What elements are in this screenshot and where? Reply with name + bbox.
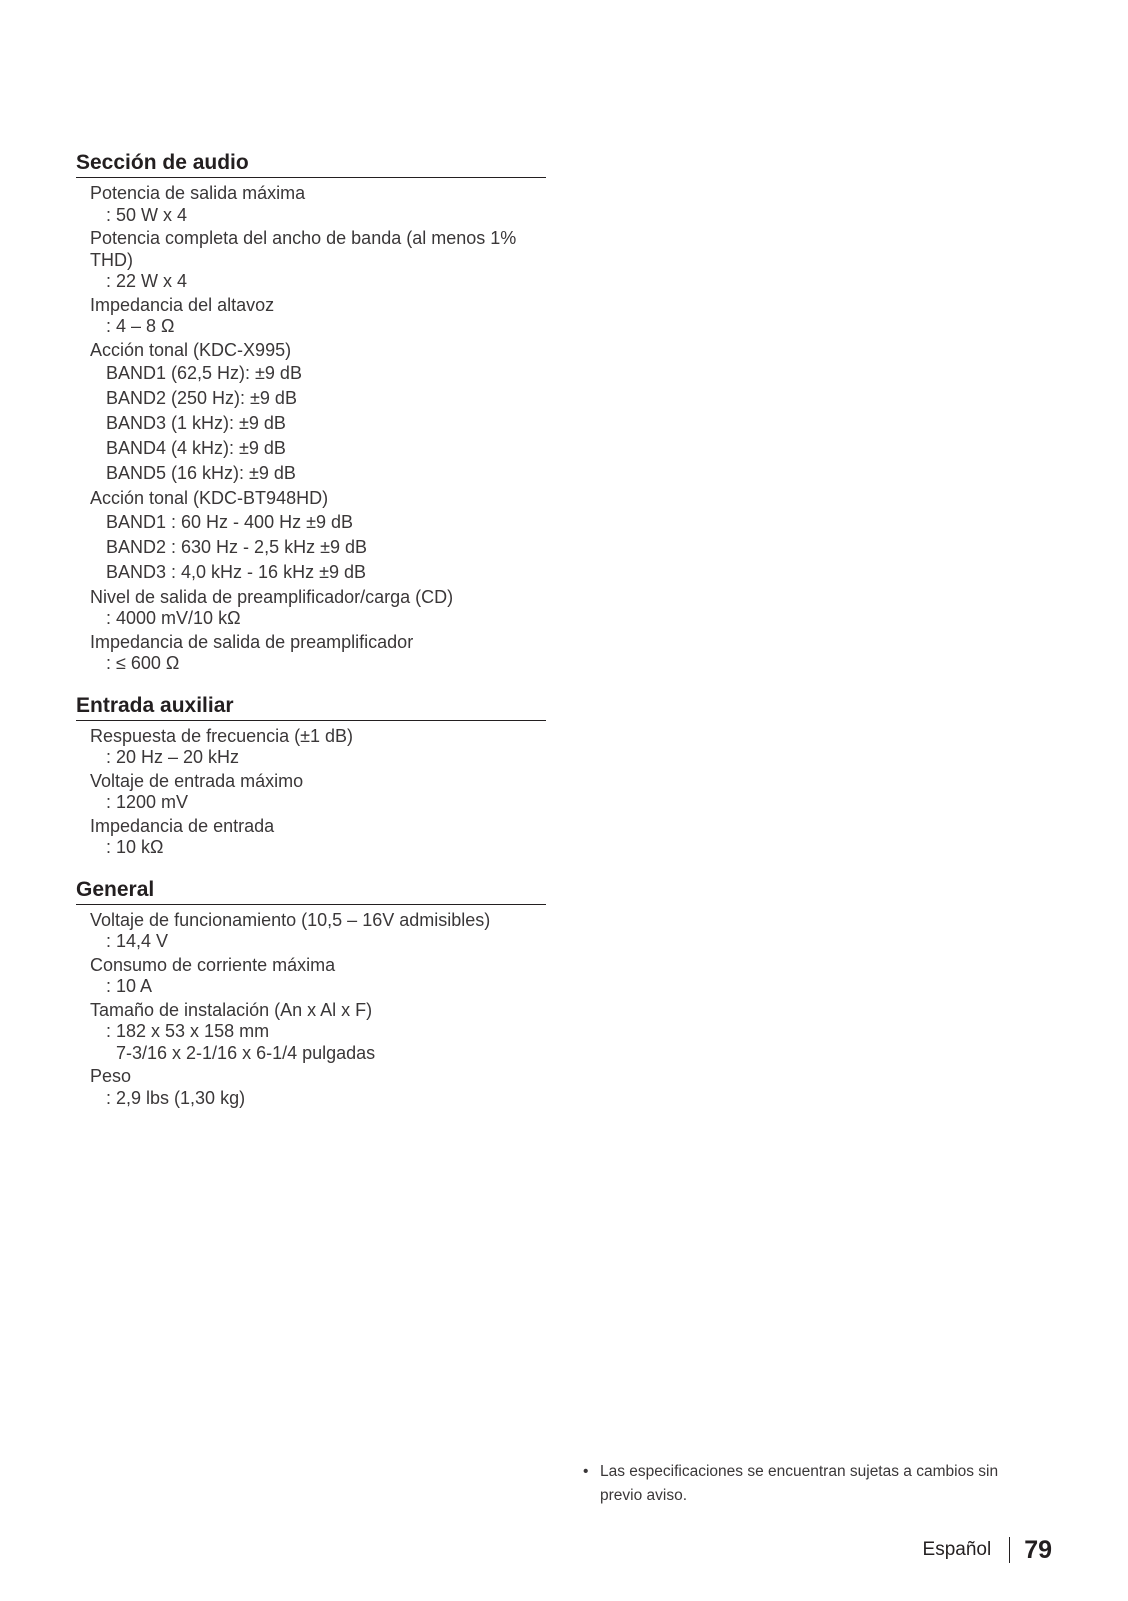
spec-item [90,295,546,338]
spec-label: Impedancia de entrada [90,815,275,836]
spec-label: Tamaño de instalación (An x Al x F) [90,999,373,1020]
page-number: 79 [1024,1535,1052,1564]
spec-label: Respuesta de frecuencia (±1 dB) [90,725,354,746]
spec-subvalue: 7-3/16 x 2-1/16 x 6-1/4 pulgadas [116,1042,376,1063]
band-value: BAND4 (4 kHz): ±9 dB [106,438,286,458]
spec-label: Potencia de salida máxima [90,183,306,203]
spec-item [90,955,546,998]
spec-value: : 4 – 8 Ω [106,316,175,336]
spec-value: : 10 kΩ [106,837,164,857]
spec-label: Acción tonal (KDC-X995) [90,339,292,360]
band-value: BAND5 (16 kHz): ±9 dB [106,463,296,483]
spec-item [90,910,546,953]
band-value: BAND2 : 630 Hz - 2,5 kHz ±9 dB [106,536,367,557]
section-audio [76,150,546,675]
spec-item [90,183,546,226]
spec-value: : 10 A [106,976,153,996]
spec-item [90,1066,546,1109]
spec-label: Peso [90,1066,132,1086]
spec-item [90,228,546,293]
spec-value: : 14,4 V [106,931,169,951]
spec-value: : 1200 mV [106,792,189,812]
section-title: General [76,877,546,905]
spec-item [90,816,546,859]
spec-label: Voltaje de entrada máximo [90,770,304,791]
spec-label: Acción tonal (KDC-BT948HD) [90,488,329,508]
spec-label: Potencia completa del ancho de banda (al menos 1% THD) [90,228,517,270]
spec-label: Nivel de salida de preamplificador/carga (CD) [90,586,454,607]
spec-item [90,632,546,675]
band-value: BAND3 (1 kHz): ±9 dB [106,413,286,433]
page-footer [923,1532,1052,1568]
specifications-column [76,150,546,1111]
spec-value: : 20 Hz – 20 kHz [106,747,240,767]
spec-item [90,726,546,769]
band-value: BAND1 (62,5 Hz): ±9 dB [106,363,302,383]
spec-label: Consumo de corriente máxima [90,954,336,975]
section-general [76,877,546,1110]
spec-item [90,587,546,630]
bullet-icon: • [583,1463,589,1480]
spec-value: : 4000 mV/10 kΩ [106,608,241,628]
spec-value: : ≤ 600 Ω [106,653,180,673]
band-value: BAND3 : 4,0 kHz - 16 kHz ±9 dB [106,561,366,582]
spec-item [90,340,546,487]
note-text: Las especificaciones se encuentran sujetas a cambios sin previo aviso. [600,1463,999,1504]
spec-value: : 182 x 53 x 158 mm [106,1021,270,1041]
spec-value: : 2,9 lbs (1,30 kg) [106,1087,246,1108]
section-title: Sección de audio [76,150,546,178]
footer-divider [1009,1537,1010,1563]
band-value: BAND2 (250 Hz): ±9 dB [106,388,297,408]
spec-value: : 22 W x 4 [106,271,188,291]
specifications-note [583,1460,1043,1508]
section-title: Entrada auxiliar [76,693,546,721]
section-aux-input [76,693,546,859]
spec-label: Impedancia del altavoz [90,294,275,315]
spec-label: Impedancia de salida de preamplificador [90,631,414,652]
band-value: BAND1 : 60 Hz - 400 Hz ±9 dB [106,511,353,532]
spec-value: : 50 W x 4 [106,204,188,225]
spec-item [90,771,546,814]
spec-item [90,1000,546,1065]
spec-label: Voltaje de funcionamiento (10,5 – 16V admisibles) [90,909,491,930]
spec-item [90,488,546,585]
footer-language: Español [922,1539,992,1560]
